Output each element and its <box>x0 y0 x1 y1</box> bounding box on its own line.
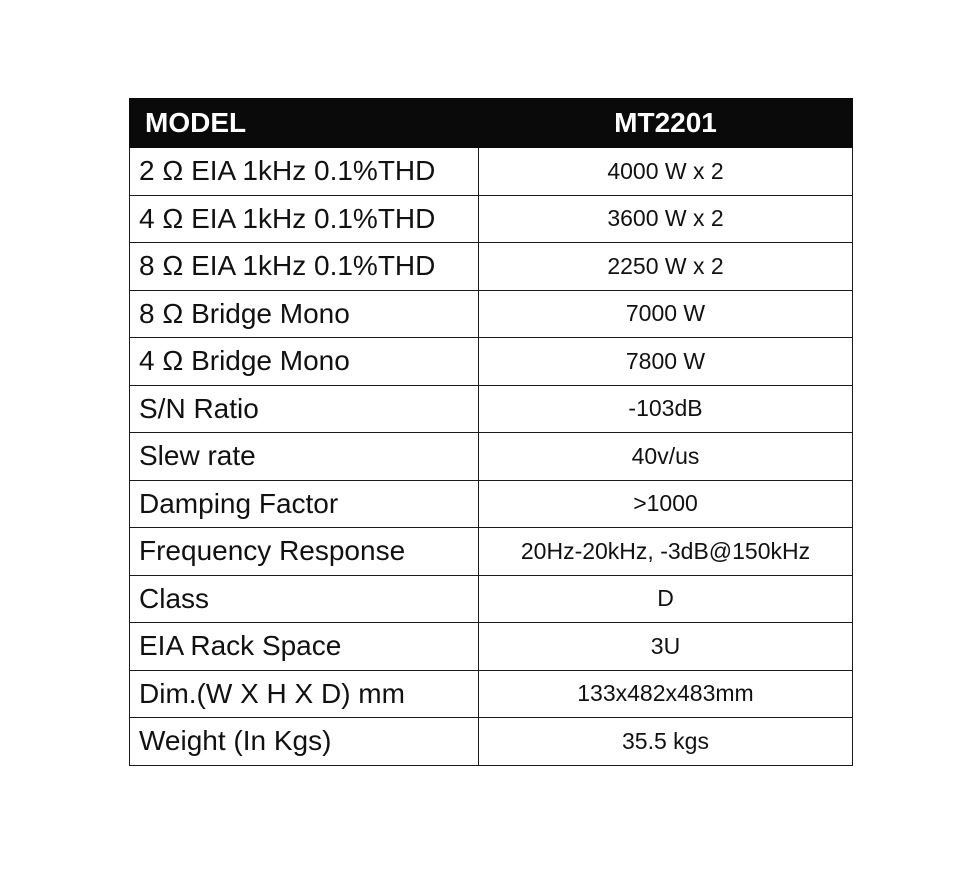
spec-label: EIA Rack Space <box>130 623 479 671</box>
spec-label: Weight (In Kgs) <box>130 718 479 766</box>
spec-value: 35.5 kgs <box>479 718 853 766</box>
table-row <box>130 195 853 243</box>
table-row <box>130 290 853 338</box>
spec-value: 20Hz-20kHz, -3dB@150kHz <box>479 528 853 576</box>
spec-value: 7000 W <box>479 290 853 338</box>
spec-label: 8 Ω Bridge Mono <box>130 290 479 338</box>
table-row <box>130 385 853 433</box>
spec-label: 4 Ω EIA 1kHz 0.1%THD <box>130 195 479 243</box>
table-row <box>130 528 853 576</box>
table-row <box>130 148 853 196</box>
spec-label: Damping Factor <box>130 480 479 528</box>
table-row <box>130 575 853 623</box>
spec-value: 2250 W x 2 <box>479 243 853 291</box>
spec-value: 3600 W x 2 <box>479 195 853 243</box>
spec-value: 133x482x483mm <box>479 670 853 718</box>
spec-value: 7800 W <box>479 338 853 386</box>
spec-label: Frequency Response <box>130 528 479 576</box>
table-row <box>130 243 853 291</box>
spec-label: 8 Ω EIA 1kHz 0.1%THD <box>130 243 479 291</box>
spec-value: 3U <box>479 623 853 671</box>
spec-table-body <box>130 148 853 766</box>
table-row <box>130 433 853 481</box>
spec-label: Class <box>130 575 479 623</box>
table-row <box>130 623 853 671</box>
header-row <box>130 99 853 148</box>
spec-table <box>129 98 853 766</box>
spec-value: -103dB <box>479 385 853 433</box>
spec-table-header <box>130 99 853 148</box>
spec-value: >1000 <box>479 480 853 528</box>
spec-value: D <box>479 575 853 623</box>
spec-value: 4000 W x 2 <box>479 148 853 196</box>
header-model-name: MT2201 <box>479 99 853 148</box>
spec-label: 4 Ω Bridge Mono <box>130 338 479 386</box>
table-row <box>130 670 853 718</box>
spec-label: 2 Ω EIA 1kHz 0.1%THD <box>130 148 479 196</box>
spec-value: 40v/us <box>479 433 853 481</box>
header-model-label: MODEL <box>130 99 479 148</box>
spec-label: Slew rate <box>130 433 479 481</box>
spec-label: S/N Ratio <box>130 385 479 433</box>
table-row <box>130 338 853 386</box>
table-row <box>130 718 853 766</box>
spec-label: Dim.(W X H X D) mm <box>130 670 479 718</box>
table-row <box>130 480 853 528</box>
